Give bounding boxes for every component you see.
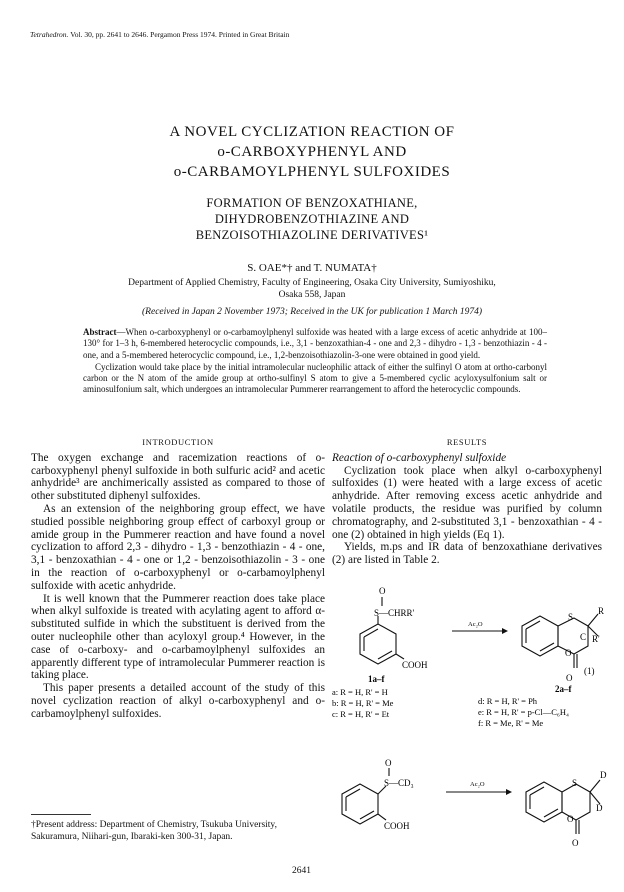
results-section	[332, 436, 602, 567]
affiliation-line-1: Department of Applied Chemistry, Faculty of Engineering, Osaka City University, Sumiyoshiku,	[128, 278, 496, 288]
product-ring-oxygen: O	[565, 648, 572, 658]
sulfoxide-cd3-label: S—CD₃	[384, 778, 414, 788]
reaction-scheme-1	[330, 586, 610, 761]
product2-deuterium-2: D	[596, 803, 603, 813]
product-sulfur-atom: S	[568, 612, 574, 622]
deuterated-sulfoxide-structure	[342, 768, 389, 824]
journal-citation	[30, 30, 289, 39]
substituent-e: e: R = H, R' = p-Cl—C₆H₄	[478, 707, 569, 717]
title-line-3: o-CARBAMOYLPHENYL SULFOXIDES	[173, 164, 451, 180]
results-subheading: Reaction of o-carboxyphenyl sulfoxide	[332, 451, 507, 464]
introduction-heading: INTRODUCTION	[142, 437, 214, 447]
authors: S. OAE*† and T. NUMATA†	[247, 262, 377, 274]
abstract-paragraph-1	[83, 327, 547, 361]
product2-deuterium-1: D	[600, 770, 607, 780]
product-r-group: R	[598, 606, 605, 616]
reaction-arrow-1	[452, 628, 508, 634]
product-ring-carbon: C	[580, 632, 587, 642]
results-paragraph-1: Cyclization took place when alkyl o-carboxyphenyl sulfoxides (1) were heated with a large excess of acetic anhydride. After removing excess acetic anhydride and volatile products, the residue was purified by column chromatography, and 2-substituted 3,1 - benzoxathian - 4 - one (2) obtained in high yields (Eq 1).	[332, 464, 602, 541]
title-line-1: A NOVEL CYCLIZATION REACTION OF	[169, 124, 455, 140]
intro-paragraph-3: It is well known that the Pummerer reaction does take place when alkyl sulfoxide is treated with acylating agent to afford α-substituted sulfide in which the substituent is derived from the outer nucleophile other than acyloxyl group.⁴ However, in the case of o-carboxy- and o-carbamoylphenyl sulfoxides an apparently different type of intramolecular Pummerer reaction is taking place.	[31, 592, 325, 682]
results-paragraph-2: Yields, m.ps and IR data of benzoxathiane derivatives (2) are listed in Table 2.	[332, 541, 602, 567]
carboxyl-label: COOH	[402, 660, 428, 670]
sulfinyl-oxygen: O	[379, 586, 386, 596]
results-heading: RESULTS	[446, 437, 488, 447]
abstract-label: Abstract	[83, 327, 117, 337]
footnote: †Present address: Department of Chemistry, Tsukuba University, Sakuramura, Niihari-gun, Ibaraki-ken 300-31, Japan.	[31, 820, 277, 842]
reagent-label-1: Ac₂O	[468, 621, 483, 628]
product-carbonyl-oxygen: O	[566, 673, 573, 683]
abstract	[83, 327, 547, 396]
substituent-a: a: R = H, R' = H	[332, 687, 388, 697]
equation-number: (1)	[584, 666, 595, 676]
footnote-rule	[31, 814, 91, 815]
sulfinyl-oxygen-2: O	[385, 758, 392, 768]
subtitle-line-1: FORMATION OF BENZOXATHIANE,	[206, 196, 418, 210]
intro-paragraph-4: This paper presents a detailed account of the study of this novel cyclization reaction of alkyl o-carboxyphenyl and o-carbamoylphenyl sulfoxides.	[31, 682, 325, 720]
substituent-b: b: R = H, R' = Me	[332, 698, 394, 708]
product-r-prime-group: R'	[592, 634, 600, 644]
start-compound-label: 1a–f	[368, 674, 385, 684]
page-number: 2641	[292, 866, 311, 876]
paper-subtitle	[90, 195, 534, 243]
title-line-2: o-CARBOXYPHENYL AND	[217, 144, 407, 160]
substituent-f: f: R = Me, R' = Me	[478, 718, 544, 728]
carboxyl-label-2: COOH	[384, 821, 410, 831]
paper-title	[60, 122, 564, 182]
substituent-d: d: R = H, R' = Ph	[478, 696, 538, 706]
product2-carbonyl-oxygen: O	[572, 838, 579, 848]
abstract-text-1: —When o-carboxyphenyl or o-carbamoylphenyl sulfoxide was heated with a large excess of acetic anhydride at 100–130° for 1–3 h, 6-membered heterocyclic compounds, i.e., 3,1 - benzoxathian-4 - one and 2,3 - dihydro - 1,3 - benzothiazin - 4 - one, and a 5-membered heterocyclic compound, i.e., 1,2-benzoisothiazolin-3-one were obtained in good yield.	[83, 327, 547, 360]
affiliation-line-2: Osaka 558, Japan	[278, 290, 346, 300]
reagent-label-2: Ac₂O	[470, 781, 485, 788]
introduction-section	[31, 436, 325, 721]
product2-ring-oxygen: O	[567, 814, 574, 824]
subtitle-line-3: BENZOISOTHIAZOLINE DERIVATIVES¹	[195, 228, 429, 242]
subtitle-line-2: DIHYDROBENZOTHIAZINE AND	[214, 212, 410, 226]
product-compound-label: 2a–f	[555, 684, 572, 694]
journal-name: Tetrahedron.	[30, 30, 69, 39]
substituent-c: c: R = H, R' = Et	[332, 709, 390, 719]
intro-paragraph-1: The oxygen exchange and racemization reactions of o-carboxyphenyl phenyl sulfoxide in both sulfuric acid² and acetic anhydride³ are anchimerically assisted as compared to those of other substituted diphenyl sulfoxides.	[31, 451, 325, 503]
sulfoxide-group-label: S—CHRR'	[374, 608, 415, 618]
benzoxathianone-structure	[522, 614, 598, 668]
affiliation	[40, 277, 584, 301]
deuterated-product-structure	[526, 780, 600, 834]
received-dates: (Received in Japan 2 November 1973; Received in the UK for publication 1 March 1974)	[142, 307, 482, 317]
reaction-arrow-2	[446, 789, 512, 795]
product2-sulfur-atom: S	[572, 778, 578, 788]
intro-paragraph-2: As an extension of the neighboring group effect, we have studied possible neighboring group effect of carboxyl group or amide group in the Pummerer reaction and have found a novel cyclization to afford 2,3 - dihydro - 1,3 - benzothiazin - 4 - one, 3,1 - benzoxathian - 4 - one or 1,2 - benzoisothiazolin - 3 - one in the reaction of o-carboxyphenyl or o-carbamoylphenyl sulfoxide with acetic anhydride.	[31, 502, 325, 592]
abstract-paragraph-2: Cyclization would take place by the initial intramolecular nucleophilic attack of either the sulfinyl O atom at ortho-carbonyl carbon or the N atom of the amide group at ortho-sulfinyl S atom to give a 5-membered cyclic acyloxysulfonium salt or aminosulfonium salt, which undergoes an intramolecular Pummerer rearrangement to afford the heterocyclic compounds.	[83, 361, 547, 395]
journal-details: Vol. 30, pp. 2641 to 2646. Pergamon Press 1974. Printed in Great Britain	[70, 30, 290, 39]
reaction-scheme-2	[330, 758, 610, 856]
